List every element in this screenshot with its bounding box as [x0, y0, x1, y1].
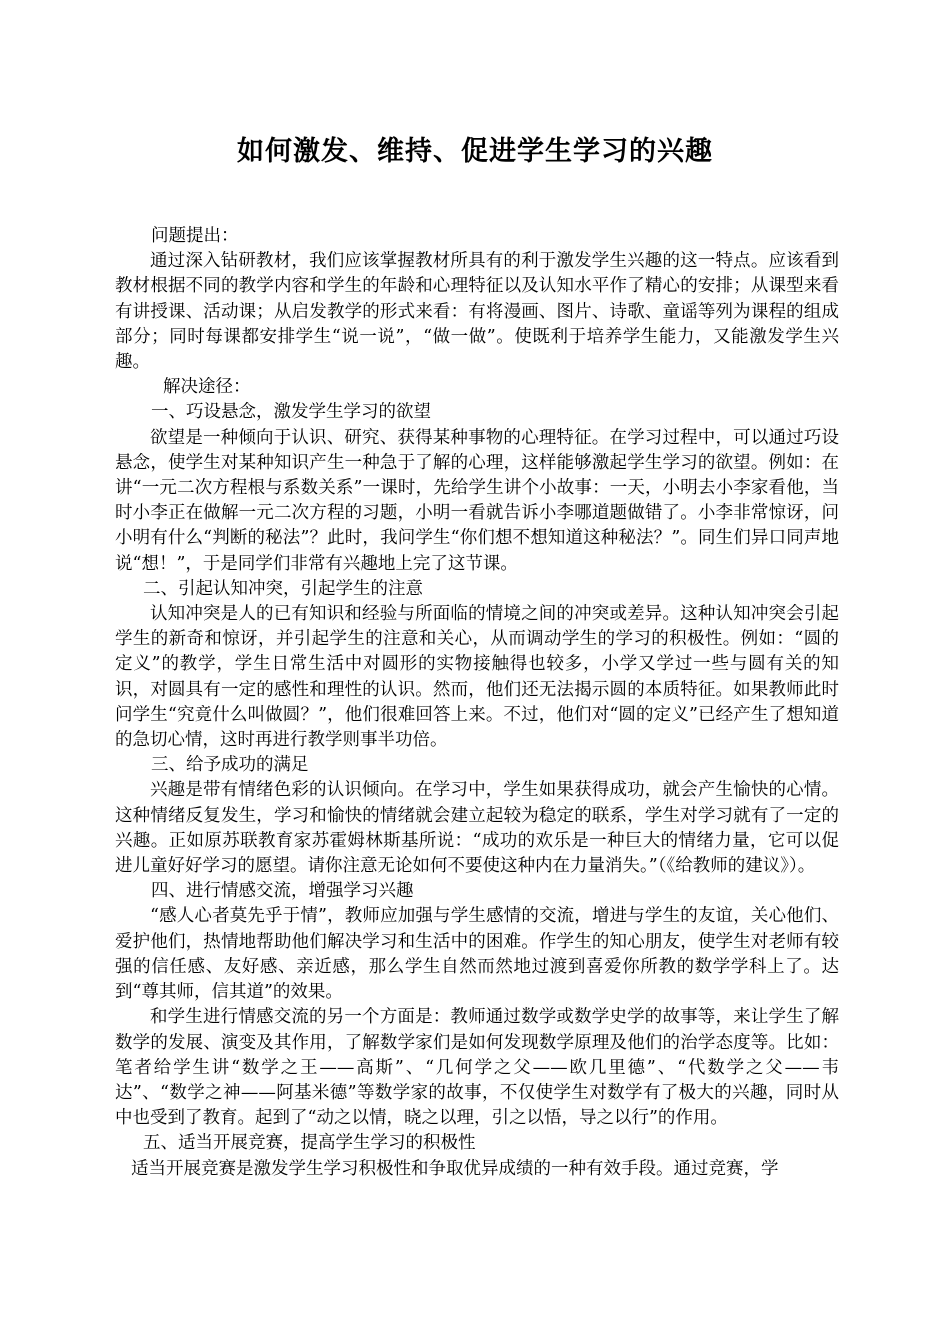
- paragraph: 五、适当开展竞赛，提高学生学习的积极性: [143, 1133, 476, 1154]
- paragraph: “感人心者莫先乎于情”，教师应加强与学生感情的交流，增进与学生的友谊，关心他们、爱护他们，热情地帮助他们解决学习和生活中的困难。作学生的知心朋友，使学生对老师有较强的信任感、友好感、亲近感，那么学生自然而然地过渡到喜爱你所教的数学学科上了。达到“尊其师，信其道”的效果。: [115, 906, 839, 1003]
- document-title: 如何激发、维持、促进学生学习的兴趣: [237, 136, 713, 167]
- paragraph: 和学生进行情感交流的另一个方面是：教师通过数学或数学史学的故事等，来让学生了解数学的发展、演变及其作用，了解数学家们是如何发现数学原理及他们的治学态度等。比如：笔者给学生讲“数学之王——高斯”、“几何学之父——欧几里德”、“代数学之父——韦达”、“数学之神——阿基米德”等数学家的故事，不仅使学生对数学有了极大的兴趣，同时从中也受到了教育。起到了“动之以情，晓之以理，引之以悟，导之以行”的作用。: [115, 1007, 839, 1129]
- paragraph: 二、引起认知冲突，引起学生的注意: [143, 578, 423, 599]
- paragraph: 解决途径：: [163, 377, 251, 398]
- document-body: [115, 224, 839, 1182]
- paragraph: 一、巧设悬念，激发学生学习的欲望: [151, 402, 431, 423]
- paragraph: 兴趣是带有情绪色彩的认识倾向。在学习中，学生如果获得成功，就会产生愉快的心情。这种情绪反复发生，学习和愉快的情绪就会建立起较为稳定的联系，学生对学习就有了一定的兴趣。正如原苏联教育家苏霍姆林斯基所说：“成功的欢乐是一种巨大的情绪力量，它可以促进儿童好好学习的愿望。请你注意无论如何不要使这种内在力量消失。”（《给教师的建议》）。: [115, 780, 839, 877]
- paragraph: 四、进行情感交流，增强学习兴趣: [151, 881, 414, 902]
- paragraph: 三、给予成功的满足: [151, 755, 309, 776]
- paragraph: 通过深入钻研教材，我们应该掌握教材所具有的利于激发学生兴趣的这一特点。应该看到教材根据不同的教学内容和学生的年龄和心理特征以及认知水平作了精心的安排；从课型来看有讲授课、活动课；从启发教学的形式来看：有将漫画、图片、诗歌、童谣等列为课程的组成部分；同时每课都安排学生“说一说”，“做一做”。使既利于培养学生能力，又能激发学生兴趣。: [115, 251, 839, 373]
- paragraph: 欲望是一种倾向于认识、研究、获得某种事物的心理特征。在学习过程中，可以通过巧设悬念，使学生对某种知识产生一种急于了解的心理，这样能够激起学生学习的欲望。例如：在讲“一元二次方程根与系数关系”一课时，先给学生讲个小故事：一天，小明去小李家看他，当时小李正在做解一元二次方程的习题，小明一看就告诉小李哪道题做错了。小李非常惊讶，问小明有什么“判断的秘法”？此时，我问学生“你们想不想知道这种秘法？”。同生们异口同声地说“想！”，于是同学们非常有兴趣地上完了这节课。: [115, 427, 839, 574]
- paragraph: 适当开展竞赛是激发学生学习积极性和争取优异成绩的一种有效手段。通过竞赛，学: [131, 1158, 779, 1179]
- paragraph: 认知冲突是人的已有知识和经验与所面临的情境之间的冲突或差异。这种认知冲突会引起学生的新奇和惊讶，并引起学生的注意和关心，从而调动学生的学习的积极性。例如：“圆的定义”的教学，学生日常生活中对圆形的实物接触得也较多，小学又学过一些与圆有关的知识，对圆具有一定的感性和理性的认识。然而，他们还无法揭示圆的本质特征。如果教师此时问学生“究竟什么叫做圆？”，他们很难回答上来。不过，他们对“圆的定义”已经产生了想知道的急切心情，这时再进行教学则事半功倍。: [115, 604, 839, 751]
- paragraph: 问题提出：: [151, 226, 239, 246]
